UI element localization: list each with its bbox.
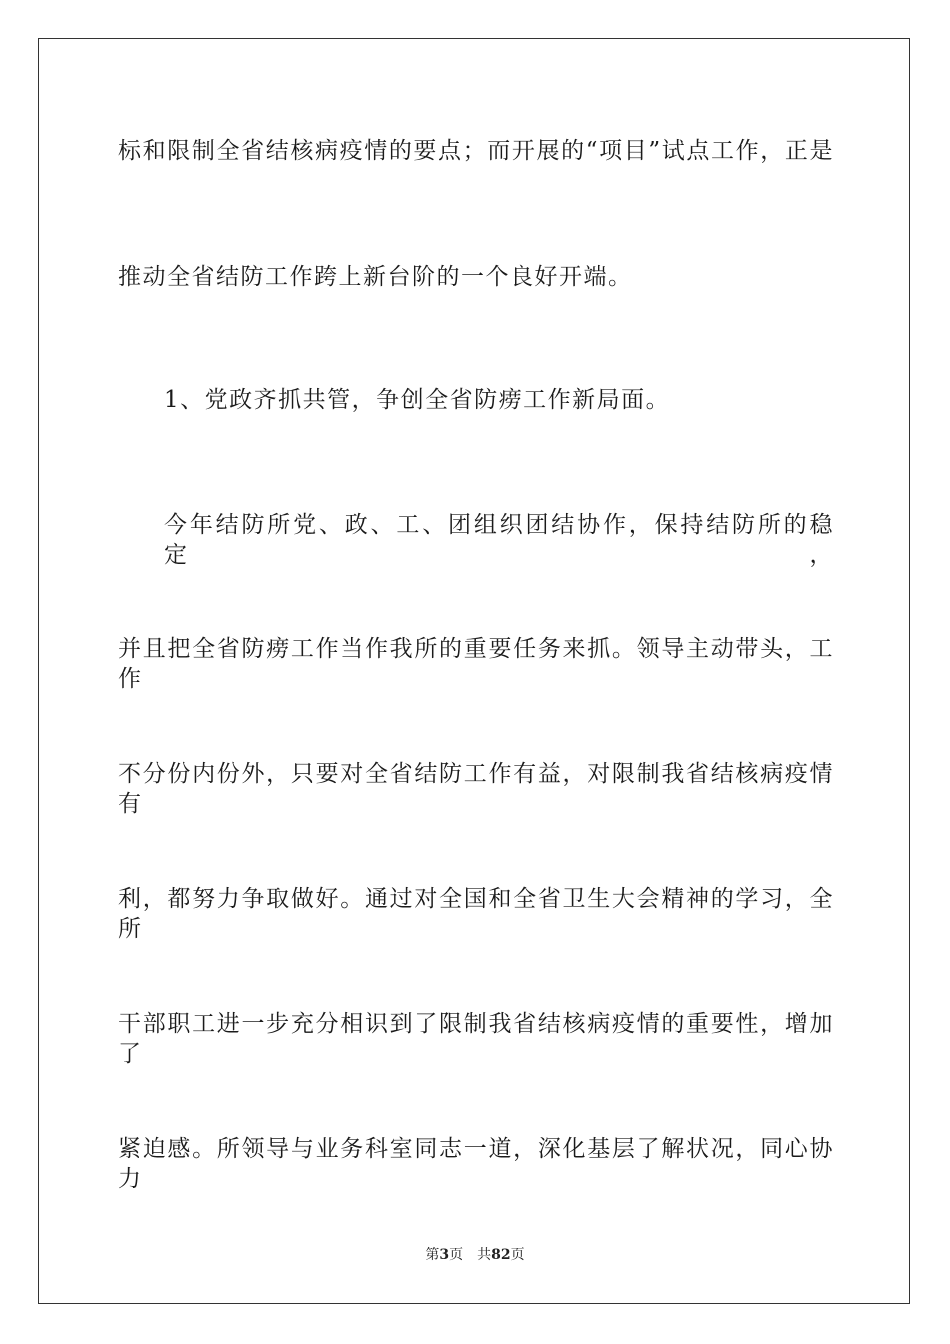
total-pages: 82 bbox=[491, 1247, 511, 1263]
page-prefix: 第 bbox=[425, 1247, 440, 1263]
body-text-line-2: 推动全省结防工作跨上新台阶的一个良好开端。 bbox=[118, 264, 633, 290]
page-suffix: 页 bbox=[449, 1247, 464, 1263]
section-heading-1: 1、党政齐抓共管，争创全省防痨工作新局面。 bbox=[164, 387, 671, 413]
body-text-line-8: 干部职工进一步充分相识到了限制我省结核病疫情的重要性，增加了 bbox=[118, 1011, 834, 1067]
page-footer bbox=[0, 1246, 950, 1264]
total-suffix: 页 bbox=[510, 1247, 525, 1263]
body-text-line-1: 标和限制全省结核病疫情的要点；而开展的“项目”试点工作，正是 bbox=[118, 138, 834, 164]
page-border bbox=[38, 38, 910, 1304]
total-prefix: 共 bbox=[477, 1247, 492, 1263]
body-text-line-6: 不分份内份外，只要对全省结防工作有益，对限制我省结核病疫情有 bbox=[118, 761, 834, 817]
body-text-line-9: 紧迫感。所领导与业务科室同志一道，深化基层了解状况，同心协力 bbox=[118, 1136, 834, 1192]
body-text-line-5: 并且把全省防痨工作当作我所的重要任务来抓。领导主动带头，工作 bbox=[118, 636, 834, 692]
body-text-line-4: 今年结防所党、政、工、团组织团结协作，保持结防所的稳定， bbox=[164, 512, 834, 568]
page-number: 3 bbox=[439, 1247, 450, 1263]
body-text-line-7: 利，都努力争取做好。通过对全国和全省卫生大会精神的学习，全所 bbox=[118, 886, 834, 942]
